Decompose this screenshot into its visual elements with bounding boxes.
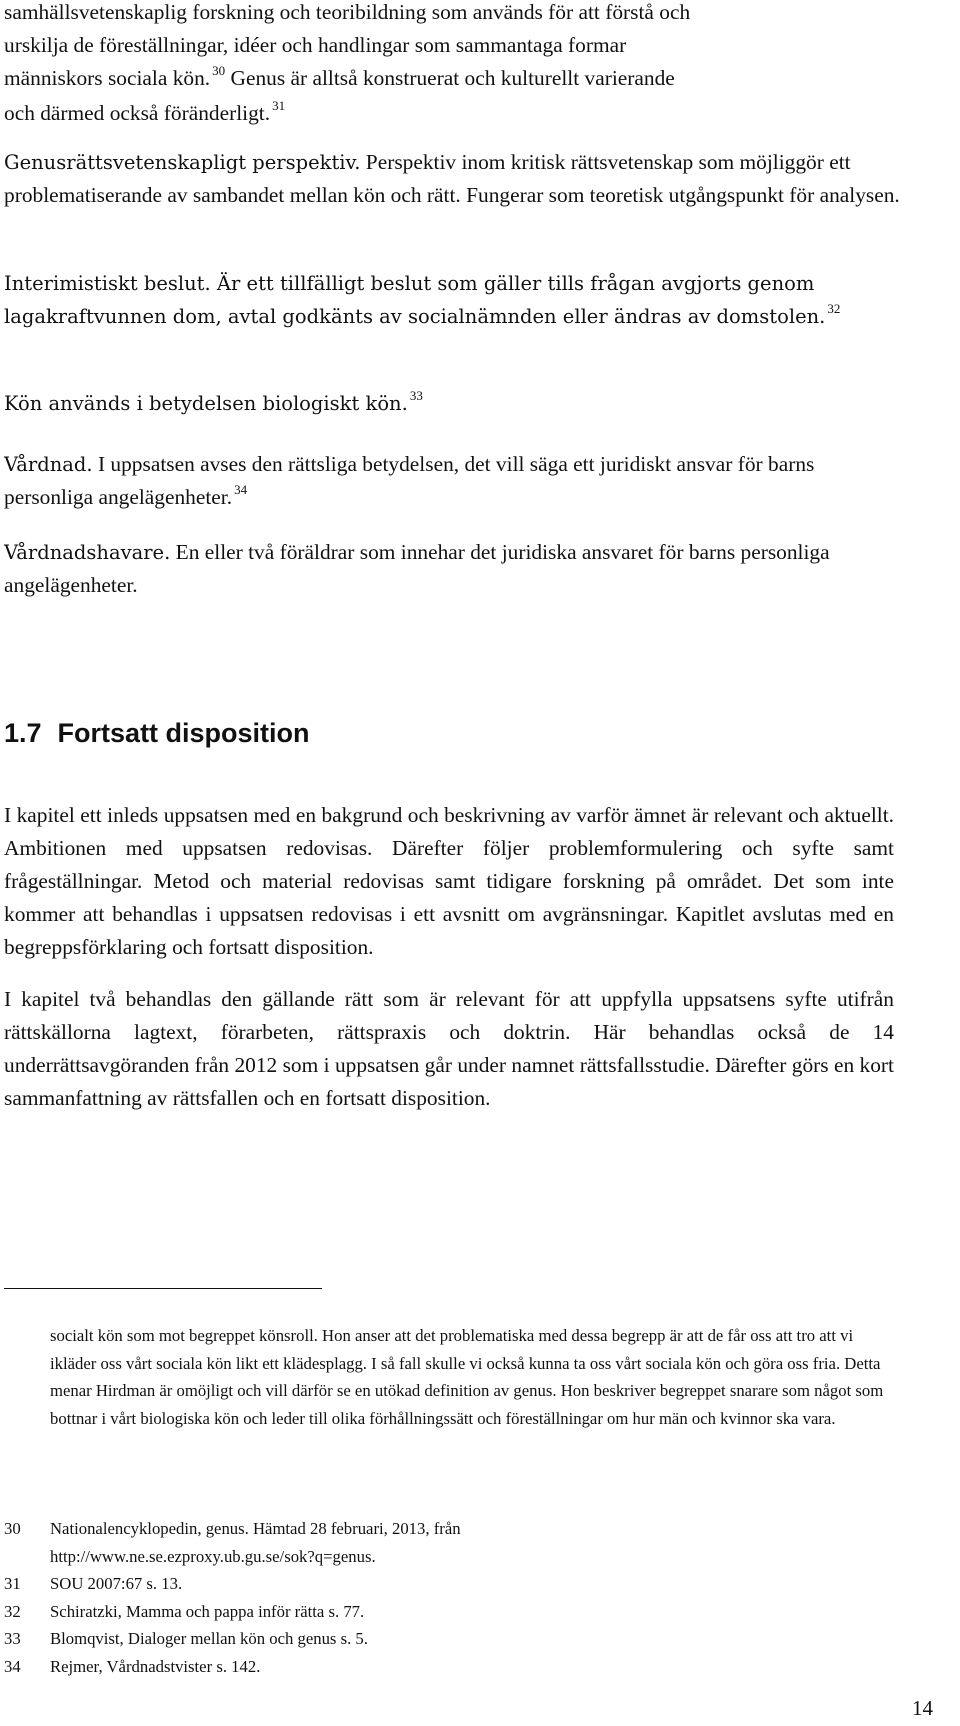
footnote-ref-32[interactable]: 32 — [827, 301, 841, 316]
definition-vardnadshavare — [4, 536, 904, 602]
footnote-30 — [4, 1515, 884, 1570]
footnote-text: Schiratzki, Mamma och pappa inför rätta s. 77. — [50, 1601, 365, 1621]
body-paragraph-1: I kapitel ett inleds uppsatsen med en bakgrund och beskrivning av varför ämnet är relevant och aktuellt. Ambitionen med uppsatsen redovisas. Därefter följer problemformulering och syfte samt frågeställningar. Metod och material redovisas samt tidigare forskning på området. Det som inte kommer att behandlas i uppsatsen redovisas i ett avsnitt om avgränsningar. Kapitlet avslutas med en begreppsförklaring och fortsatt disposition. — [4, 803, 894, 959]
definition-kon — [4, 387, 904, 422]
footnote-number: 31 — [4, 1574, 21, 1593]
footnote-text: Nationalencyklopedin, genus. Hämtad 28 februari, 2013, från http://www.ne.se.ezproxy.ub.gu.se/sok?q=genus. — [50, 1519, 461, 1566]
definition-text: Är ett tillfälligt beslut som gäller tills frågan avgjorts genom lagakraftvunnen dom, avtal godkänts av socialnämnden eller ändras av domstolen. — [4, 272, 826, 328]
intro-line-1: samhällsvetenskaplig forskning och teoribildning som används för att förstå och — [4, 0, 691, 24]
footnote-text: Rejmer, Vårdnadstvister s. 142. — [50, 1656, 261, 1676]
definition-text: Perspektiv inom kritisk rättsvetenskap som möjliggör ett problematiserande av sambandet mellan kön och rätt. Fungerar som teoretisk utgångspunkt för analysen. — [4, 150, 900, 207]
intro-line-3-end: Genus är alltså konstruerat och kulturellt varierande — [225, 66, 675, 90]
footnote-ref-30[interactable]: 30 — [212, 63, 226, 78]
section-heading — [4, 716, 310, 750]
body-paragraph-2: I kapitel två behandlas den gällande rätt som är relevant för att uppfylla uppsatsens syfte utifrån rättskällorna lagtext, förarbeten, rättspraxis och doktrin. Här behandlas också de 14 underrättsavgöranden från 2012 som i uppsatsen går under namnet rättsfallsstudie. Därefter görs en kort sammanfattning av rättsfallen och en fortsatt disposition. — [4, 987, 894, 1110]
section-number: 1.7 — [4, 718, 42, 748]
footnote-31 — [4, 1570, 884, 1598]
definition-vardnad — [4, 448, 904, 516]
intro-line-4 — [4, 97, 904, 132]
footnote-number: 34 — [4, 1656, 21, 1676]
footnote-ref-34[interactable]: 34 — [234, 482, 248, 497]
definition-genusrattsvetenskapligt — [4, 146, 904, 212]
intro-paragraph — [4, 0, 904, 132]
section-title: Fortsatt disposition — [57, 718, 310, 748]
definition-term: Kön används i betydelsen biologiskt kön. — [4, 392, 408, 415]
definition-text: En eller två föräldrar som innehar det juridiska ansvaret för barns personliga angelägenheter. — [4, 540, 830, 597]
intro-line-2: urskilja de föreställningar, idéer och handlingar som sammantaga formar — [4, 33, 627, 57]
definition-term: Interimistiskt beslut. — [4, 272, 211, 295]
footnote-text: Blomqvist, Dialoger mellan kön och genus s. 5. — [50, 1629, 368, 1648]
footnote-34 — [4, 1653, 884, 1681]
footnote-ref-31[interactable]: 31 — [272, 98, 286, 113]
footnote-number: 32 — [4, 1601, 21, 1621]
definition-text: I uppsatsen avses den rättsliga betydelsen, det vill säga ett juridiskt ansvar för barns personliga angelägenheter. — [4, 452, 815, 509]
footnote-text: SOU 2007:67 s. 13. — [50, 1574, 183, 1593]
footnote-number: 30 — [4, 1519, 21, 1538]
definition-interimistiskt — [4, 267, 904, 335]
footnote-33 — [4, 1625, 884, 1653]
footnote-separator — [4, 1288, 322, 1289]
page-number: 14 — [912, 1696, 933, 1720]
intro-line-4-text: och därmed också föränderligt. — [4, 101, 271, 125]
footnote-number: 33 — [4, 1629, 21, 1648]
intro-line-3 — [4, 62, 904, 97]
definition-term: Vårdnadshavare. — [4, 541, 171, 564]
definition-term: Genusrättsvetenskapligt perspektiv. — [4, 151, 361, 174]
footnote-32 — [4, 1598, 884, 1626]
footnote-list — [4, 1515, 884, 1680]
intro-line-3-start: människors sociala kön. — [4, 66, 211, 90]
footnote-ref-33[interactable]: 33 — [409, 388, 423, 403]
definition-term: Vårdnad. — [4, 453, 93, 476]
footnote-continuation: socialt kön som mot begreppet könsroll. Hon anser att det problematiska med dessa begrepp är att de får oss att tro att vi ikläder oss vårt sociala kön likt ett klädesplagg. I så fall skulle vi också kunna ta oss vårt sociala kön och göra oss fria. Detta menar Hirdman är omöjligt och vill därför se en utökad definition av genus. Hon beskriver begreppet snarare som något som bottnar i vårt biologiska kön och leder till olika förhållningssätt och föreställningar om hur män och kvinnor ska vara. — [50, 1326, 884, 1428]
